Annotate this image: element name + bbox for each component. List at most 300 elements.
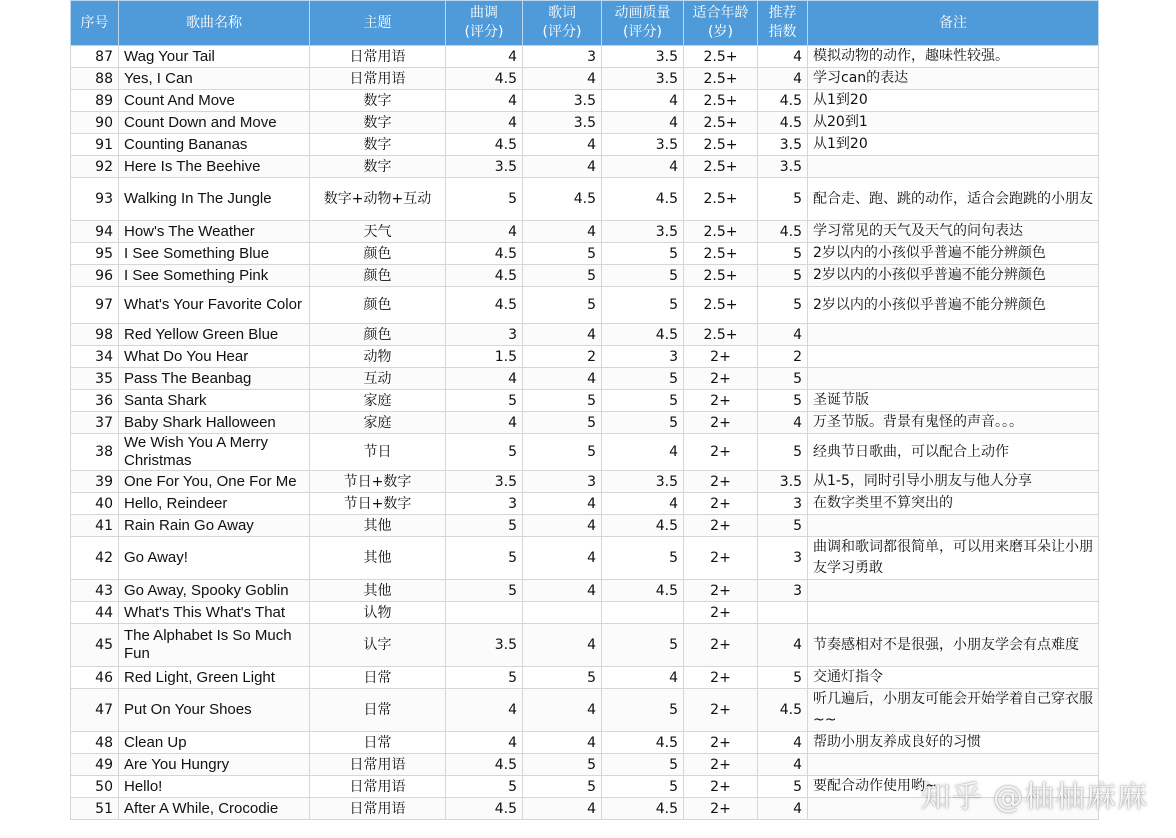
cell-animation-score[interactable]: 4.5 (602, 798, 684, 820)
cell-age[interactable]: 2+ (684, 798, 758, 820)
cell-recommend[interactable]: 5 (758, 178, 808, 221)
cell-recommend[interactable]: 4 (758, 754, 808, 776)
cell-age[interactable]: 2+ (684, 602, 758, 624)
cell-animation-score[interactable]: 5 (602, 776, 684, 798)
cell-song-name[interactable]: Wag Your Tail (119, 46, 310, 68)
cell-age[interactable]: 2+ (684, 754, 758, 776)
cell-song-name[interactable]: Go Away! (119, 537, 310, 580)
cell-lyrics-score[interactable]: 5 (523, 754, 602, 776)
cell-note[interactable]: 交通灯指令 (808, 667, 1099, 689)
cell-theme[interactable]: 日常用语 (310, 776, 446, 798)
cell-theme[interactable]: 认字 (310, 624, 446, 667)
table-row (71, 493, 1099, 515)
cell-tune-score[interactable]: 4.5 (446, 265, 523, 287)
cell-song-name[interactable]: One For You, One For Me (119, 471, 310, 493)
cell-note[interactable]: 2岁以内的小孩似乎普遍不能分辨颜色 (808, 243, 1099, 265)
cell-note[interactable] (808, 515, 1099, 537)
cell-tune-score[interactable]: 4 (446, 112, 523, 134)
cell-theme[interactable]: 节日 (310, 434, 446, 471)
cell-song-name[interactable]: Counting Bananas (119, 134, 310, 156)
cell-song-name[interactable]: Rain Rain Go Away (119, 515, 310, 537)
cell-song-name[interactable]: How's The Weather (119, 221, 310, 243)
cell-no[interactable]: 88 (71, 68, 119, 90)
cell-song-name[interactable]: What Do You Hear (119, 346, 310, 368)
table-row (71, 90, 1099, 112)
cell-age[interactable]: 2+ (684, 434, 758, 471)
cell-song-name[interactable]: Put On Your Shoes (119, 689, 310, 732)
cell-tune-score[interactable]: 4.5 (446, 754, 523, 776)
cell-song-name[interactable]: Red Yellow Green Blue (119, 324, 310, 346)
cell-age[interactable]: 2.5+ (684, 265, 758, 287)
cell-age[interactable]: 2+ (684, 667, 758, 689)
cell-recommend[interactable]: 4 (758, 324, 808, 346)
cell-age[interactable]: 2+ (684, 412, 758, 434)
cell-recommend[interactable]: 5 (758, 667, 808, 689)
cell-age[interactable]: 2.5+ (684, 156, 758, 178)
cell-recommend[interactable]: 4 (758, 412, 808, 434)
table-row (71, 221, 1099, 243)
cell-no[interactable]: 87 (71, 46, 119, 68)
cell-lyrics-score[interactable]: 2 (523, 346, 602, 368)
cell-age[interactable]: 2+ (684, 537, 758, 580)
cell-recommend[interactable]: 4.5 (758, 221, 808, 243)
cell-lyrics-score[interactable]: 3.5 (523, 90, 602, 112)
cell-tune-score[interactable]: 5 (446, 580, 523, 602)
cell-no[interactable]: 41 (71, 515, 119, 537)
cell-age[interactable]: 2.5+ (684, 134, 758, 156)
table-row (71, 68, 1099, 90)
table-row (71, 112, 1099, 134)
cell-lyrics-score[interactable]: 4 (523, 221, 602, 243)
cell-tune-score[interactable]: 4.5 (446, 243, 523, 265)
cell-tune-score[interactable]: 4 (446, 689, 523, 732)
cell-note[interactable] (808, 368, 1099, 390)
cell-lyrics-score[interactable]: 4 (523, 798, 602, 820)
header-tune-score[interactable]: 曲调 (评分) (446, 1, 523, 46)
cell-song-name[interactable]: Red Light, Green Light (119, 667, 310, 689)
cell-song-name[interactable]: Count And Move (119, 90, 310, 112)
cell-no[interactable]: 92 (71, 156, 119, 178)
cell-theme[interactable]: 其他 (310, 515, 446, 537)
cell-note[interactable]: 经典节日歌曲，可以配合上动作 (808, 434, 1099, 471)
table-row (71, 412, 1099, 434)
cell-note[interactable]: 圣诞节版 (808, 390, 1099, 412)
cell-animation-score[interactable]: 5 (602, 287, 684, 324)
cell-note[interactable]: 帮助小朋友养成良好的习惯 (808, 732, 1099, 754)
cell-recommend[interactable]: 4.5 (758, 112, 808, 134)
cell-recommend[interactable]: 5 (758, 776, 808, 798)
cell-age[interactable]: 2+ (684, 732, 758, 754)
cell-animation-score[interactable]: 3.5 (602, 471, 684, 493)
cell-theme[interactable]: 颜色 (310, 287, 446, 324)
cell-age[interactable]: 2+ (684, 346, 758, 368)
cell-age[interactable]: 2.5+ (684, 324, 758, 346)
cell-lyrics-score[interactable]: 4 (523, 134, 602, 156)
cell-no[interactable]: 98 (71, 324, 119, 346)
cell-theme[interactable]: 数字 (310, 134, 446, 156)
cell-tune-score[interactable]: 5 (446, 515, 523, 537)
cell-song-name[interactable]: What's This What's That (119, 602, 310, 624)
cell-theme[interactable]: 互动 (310, 368, 446, 390)
cell-recommend[interactable]: 5 (758, 390, 808, 412)
cell-recommend[interactable]: 3 (758, 537, 808, 580)
cell-animation-score[interactable]: 5 (602, 537, 684, 580)
cell-song-name[interactable]: Hello! (119, 776, 310, 798)
cell-song-name[interactable]: Yes, I Can (119, 68, 310, 90)
cell-no[interactable]: 44 (71, 602, 119, 624)
cell-tune-score[interactable]: 4 (446, 368, 523, 390)
cell-recommend[interactable]: 3.5 (758, 134, 808, 156)
cell-note[interactable]: 2岁以内的小孩似乎普遍不能分辨颜色 (808, 287, 1099, 324)
cell-lyrics-score[interactable]: 4 (523, 624, 602, 667)
table-row (71, 178, 1099, 221)
cell-no[interactable]: 34 (71, 346, 119, 368)
cell-animation-score[interactable]: 5 (602, 390, 684, 412)
cell-age[interactable]: 2.5+ (684, 46, 758, 68)
cell-song-name[interactable]: Here Is The Beehive (119, 156, 310, 178)
cell-theme[interactable]: 日常用语 (310, 798, 446, 820)
cell-no[interactable]: 94 (71, 221, 119, 243)
cell-note[interactable]: 学习常见的天气及天气的问句表达 (808, 221, 1099, 243)
cell-theme[interactable]: 数字 (310, 156, 446, 178)
cell-no[interactable]: 43 (71, 580, 119, 602)
cell-tune-score[interactable]: 3.5 (446, 624, 523, 667)
cell-note[interactable] (808, 156, 1099, 178)
cell-theme[interactable]: 其他 (310, 537, 446, 580)
cell-tune-score[interactable]: 4.5 (446, 798, 523, 820)
cell-song-name[interactable]: Pass The Beanbag (119, 368, 310, 390)
cell-tune-score[interactable]: 4.5 (446, 134, 523, 156)
header-row (71, 1, 1099, 46)
cell-tune-score[interactable]: 4 (446, 90, 523, 112)
cell-theme[interactable]: 日常 (310, 689, 446, 732)
cell-no[interactable]: 37 (71, 412, 119, 434)
cell-age[interactable]: 2+ (684, 689, 758, 732)
cell-no[interactable]: 91 (71, 134, 119, 156)
cell-song-name[interactable]: I See Something Blue (119, 243, 310, 265)
cell-note[interactable] (808, 602, 1099, 624)
cell-theme[interactable]: 数字 (310, 90, 446, 112)
table-row (71, 156, 1099, 178)
cell-note[interactable]: 节奏感相对不是很强，小朋友学会有点难度 (808, 624, 1099, 667)
table-row (71, 368, 1099, 390)
cell-no[interactable]: 47 (71, 689, 119, 732)
cell-theme[interactable]: 日常 (310, 667, 446, 689)
cell-age[interactable]: 2+ (684, 515, 758, 537)
cell-recommend[interactable]: 4 (758, 624, 808, 667)
cell-lyrics-score[interactable]: 3 (523, 46, 602, 68)
cell-lyrics-score[interactable] (523, 602, 602, 624)
cell-tune-score[interactable]: 3.5 (446, 156, 523, 178)
cell-animation-score[interactable]: 5 (602, 368, 684, 390)
cell-song-name[interactable]: Walking In The Jungle (119, 178, 310, 221)
cell-tune-score[interactable]: 4 (446, 221, 523, 243)
table-row (71, 346, 1099, 368)
cell-recommend[interactable]: 4 (758, 798, 808, 820)
cell-note[interactable] (808, 324, 1099, 346)
cell-note[interactable]: 从20到1 (808, 112, 1099, 134)
cell-note[interactable]: 2岁以内的小孩似乎普遍不能分辨颜色 (808, 265, 1099, 287)
cell-no[interactable]: 35 (71, 368, 119, 390)
header-note[interactable]: 备注 (808, 1, 1099, 46)
cell-recommend[interactable]: 4.5 (758, 689, 808, 732)
cell-no[interactable]: 38 (71, 434, 119, 471)
cell-animation-score[interactable]: 4.5 (602, 324, 684, 346)
cell-no[interactable]: 51 (71, 798, 119, 820)
cell-animation-score[interactable]: 4 (602, 90, 684, 112)
cell-age[interactable]: 2.5+ (684, 90, 758, 112)
cell-theme[interactable]: 节日+数字 (310, 471, 446, 493)
cell-tune-score[interactable]: 5 (446, 178, 523, 221)
table-row (71, 471, 1099, 493)
cell-lyrics-score[interactable]: 5 (523, 390, 602, 412)
cell-lyrics-score[interactable]: 3.5 (523, 112, 602, 134)
cell-tune-score[interactable]: 1.5 (446, 346, 523, 368)
cell-note[interactable] (808, 580, 1099, 602)
cell-age[interactable]: 2.5+ (684, 178, 758, 221)
cell-note[interactable]: 万圣节版。背景有鬼怪的声音。。。 (808, 412, 1099, 434)
cell-song-name[interactable]: I See Something Pink (119, 265, 310, 287)
cell-animation-score[interactable]: 4.5 (602, 515, 684, 537)
cell-no[interactable]: 42 (71, 537, 119, 580)
table-row (71, 624, 1099, 667)
cell-lyrics-score[interactable]: 5 (523, 434, 602, 471)
cell-no[interactable]: 90 (71, 112, 119, 134)
cell-age[interactable]: 2+ (684, 776, 758, 798)
cell-tune-score[interactable]: 5 (446, 537, 523, 580)
cell-animation-score[interactable]: 4 (602, 156, 684, 178)
cell-theme[interactable]: 节日+数字 (310, 493, 446, 515)
table-row (71, 537, 1099, 580)
table-row (71, 390, 1099, 412)
cell-lyrics-score[interactable]: 4 (523, 156, 602, 178)
header-age[interactable]: 适合年龄 (岁) (684, 1, 758, 46)
cell-animation-score[interactable]: 5 (602, 754, 684, 776)
cell-tune-score[interactable]: 3 (446, 324, 523, 346)
cell-animation-score[interactable]: 4 (602, 667, 684, 689)
cell-lyrics-score[interactable]: 4 (523, 580, 602, 602)
watermark-text: 知乎 @柚柚麻麻 (920, 780, 1148, 815)
cell-age[interactable]: 2+ (684, 624, 758, 667)
cell-animation-score[interactable]: 5 (602, 689, 684, 732)
cell-lyrics-score[interactable]: 4 (523, 68, 602, 90)
cell-animation-score[interactable]: 5 (602, 624, 684, 667)
cell-no[interactable]: 97 (71, 287, 119, 324)
cell-recommend[interactable]: 5 (758, 287, 808, 324)
cell-animation-score[interactable]: 5 (602, 265, 684, 287)
cell-no[interactable]: 49 (71, 754, 119, 776)
cell-recommend[interactable] (758, 602, 808, 624)
cell-theme[interactable]: 数字+动物+互动 (310, 178, 446, 221)
header-song-name[interactable]: 歌曲名称 (119, 1, 310, 46)
cell-note[interactable]: 听几遍后，小朋友可能会开始学着自己穿衣服~~ (808, 689, 1099, 732)
cell-note[interactable]: 学习can的表达 (808, 68, 1099, 90)
cell-tune-score[interactable]: 5 (446, 390, 523, 412)
cell-lyrics-score[interactable]: 4 (523, 732, 602, 754)
cell-lyrics-score[interactable]: 5 (523, 287, 602, 324)
cell-recommend[interactable]: 5 (758, 265, 808, 287)
cell-age[interactable]: 2.5+ (684, 287, 758, 324)
cell-animation-score[interactable]: 3.5 (602, 134, 684, 156)
cell-tune-score[interactable]: 5 (446, 776, 523, 798)
cell-tune-score[interactable]: 4 (446, 46, 523, 68)
cell-animation-score[interactable]: 4.5 (602, 178, 684, 221)
cell-lyrics-score[interactable]: 3 (523, 471, 602, 493)
cell-tune-score[interactable]: 4 (446, 412, 523, 434)
cell-lyrics-score[interactable]: 4 (523, 537, 602, 580)
cell-no[interactable]: 36 (71, 390, 119, 412)
cell-tune-score[interactable]: 4.5 (446, 287, 523, 324)
cell-song-name[interactable]: Count Down and Move (119, 112, 310, 134)
cell-animation-score[interactable] (602, 602, 684, 624)
cell-theme[interactable]: 颜色 (310, 243, 446, 265)
cell-song-name[interactable]: Baby Shark Halloween (119, 412, 310, 434)
cell-recommend[interactable]: 4 (758, 68, 808, 90)
cell-lyrics-score[interactable]: 5 (523, 776, 602, 798)
cell-lyrics-score[interactable]: 5 (523, 243, 602, 265)
cell-recommend[interactable]: 2 (758, 346, 808, 368)
cell-no[interactable]: 40 (71, 493, 119, 515)
cell-theme[interactable]: 颜色 (310, 265, 446, 287)
cell-age[interactable]: 2+ (684, 493, 758, 515)
cell-lyrics-score[interactable]: 5 (523, 412, 602, 434)
cell-note[interactable]: 从1-5，同时引导小朋友与他人分享 (808, 471, 1099, 493)
table-row (71, 287, 1099, 324)
cell-song-name[interactable]: Are You Hungry (119, 754, 310, 776)
cell-no[interactable]: 93 (71, 178, 119, 221)
cell-theme[interactable]: 数字 (310, 112, 446, 134)
cell-lyrics-score[interactable]: 5 (523, 667, 602, 689)
cell-no[interactable]: 50 (71, 776, 119, 798)
cell-theme[interactable]: 其他 (310, 580, 446, 602)
cell-tune-score[interactable]: 5 (446, 667, 523, 689)
cell-recommend[interactable]: 3.5 (758, 471, 808, 493)
cell-recommend[interactable]: 5 (758, 515, 808, 537)
cell-recommend[interactable]: 5 (758, 434, 808, 471)
cell-song-name[interactable]: Clean Up (119, 732, 310, 754)
cell-song-name[interactable]: We Wish You A Merry Christmas (119, 434, 310, 471)
cell-lyrics-score[interactable]: 4.5 (523, 178, 602, 221)
cell-age[interactable]: 2+ (684, 471, 758, 493)
cell-no[interactable]: 89 (71, 90, 119, 112)
cell-no[interactable]: 95 (71, 243, 119, 265)
cell-theme[interactable]: 颜色 (310, 324, 446, 346)
cell-no[interactable]: 45 (71, 624, 119, 667)
cell-animation-score[interactable]: 3 (602, 346, 684, 368)
header-animation-score[interactable]: 动画质量 (评分) (602, 1, 684, 46)
cell-song-name[interactable]: Hello, Reindeer (119, 493, 310, 515)
cell-theme[interactable]: 动物 (310, 346, 446, 368)
cell-theme[interactable]: 认物 (310, 602, 446, 624)
header-theme[interactable]: 主题 (310, 1, 446, 46)
cell-tune-score[interactable]: 3.5 (446, 471, 523, 493)
cell-no[interactable]: 39 (71, 471, 119, 493)
cell-song-name[interactable]: The Alphabet Is So Much Fun (119, 624, 310, 667)
cell-age[interactable]: 2+ (684, 580, 758, 602)
cell-recommend[interactable]: 3 (758, 580, 808, 602)
cell-no[interactable]: 96 (71, 265, 119, 287)
cell-note[interactable]: 要配合动作使用哟~ (808, 776, 1099, 798)
cell-note[interactable] (808, 346, 1099, 368)
cell-theme[interactable]: 家庭 (310, 412, 446, 434)
cell-note[interactable]: 模拟动物的动作，趣味性较强。 (808, 46, 1099, 68)
cell-lyrics-score[interactable]: 4 (523, 493, 602, 515)
cell-age[interactable]: 2.5+ (684, 243, 758, 265)
cell-song-name[interactable]: After A While, Crocodie (119, 798, 310, 820)
cell-no[interactable]: 46 (71, 667, 119, 689)
cell-lyrics-score[interactable]: 4 (523, 515, 602, 537)
cell-animation-score[interactable]: 4 (602, 434, 684, 471)
cell-theme[interactable]: 家庭 (310, 390, 446, 412)
table-row (71, 324, 1099, 346)
cell-note[interactable]: 从1到20 (808, 134, 1099, 156)
header-lyrics-score[interactable]: 歌词 (评分) (523, 1, 602, 46)
cell-lyrics-score[interactable]: 4 (523, 324, 602, 346)
header-no[interactable]: 序号 (71, 1, 119, 46)
cell-animation-score[interactable]: 4.5 (602, 580, 684, 602)
cell-lyrics-score[interactable]: 4 (523, 368, 602, 390)
cell-animation-score[interactable]: 5 (602, 243, 684, 265)
cell-tune-score[interactable]: 4.5 (446, 68, 523, 90)
cell-song-name[interactable]: Santa Shark (119, 390, 310, 412)
table-row (71, 46, 1099, 68)
cell-lyrics-score[interactable]: 4 (523, 689, 602, 732)
cell-note[interactable]: 在数字类里不算突出的 (808, 493, 1099, 515)
cell-theme[interactable]: 日常用语 (310, 46, 446, 68)
cell-animation-score[interactable]: 3.5 (602, 46, 684, 68)
cell-no[interactable]: 48 (71, 732, 119, 754)
cell-recommend[interactable]: 3 (758, 493, 808, 515)
cell-animation-score[interactable]: 4 (602, 112, 684, 134)
cell-age[interactable]: 2.5+ (684, 68, 758, 90)
cell-theme[interactable]: 日常用语 (310, 754, 446, 776)
cell-animation-score[interactable]: 3.5 (602, 68, 684, 90)
cell-tune-score[interactable]: 5 (446, 434, 523, 471)
cell-tune-score[interactable]: 4 (446, 732, 523, 754)
cell-age[interactable]: 2.5+ (684, 112, 758, 134)
header-recommend[interactable]: 推荐 指数 (758, 1, 808, 46)
table-row (71, 243, 1099, 265)
cell-recommend[interactable]: 5 (758, 243, 808, 265)
cell-recommend[interactable]: 4 (758, 46, 808, 68)
cell-recommend[interactable]: 4.5 (758, 90, 808, 112)
cell-recommend[interactable]: 4 (758, 732, 808, 754)
cell-age[interactable]: 2+ (684, 390, 758, 412)
cell-note[interactable]: 曲调和歌词都很简单，可以用来磨耳朵让小朋友学习勇敢 (808, 537, 1099, 580)
cell-song-name[interactable]: Go Away, Spooky Goblin (119, 580, 310, 602)
cell-animation-score[interactable]: 4 (602, 493, 684, 515)
cell-age[interactable]: 2.5+ (684, 221, 758, 243)
cell-theme[interactable]: 日常 (310, 732, 446, 754)
cell-animation-score[interactable]: 3.5 (602, 221, 684, 243)
cell-lyrics-score[interactable]: 5 (523, 265, 602, 287)
cell-tune-score[interactable]: 3 (446, 493, 523, 515)
cell-theme[interactable]: 天气 (310, 221, 446, 243)
cell-recommend[interactable]: 3.5 (758, 156, 808, 178)
cell-animation-score[interactable]: 4.5 (602, 732, 684, 754)
cell-age[interactable]: 2+ (684, 368, 758, 390)
cell-recommend[interactable]: 5 (758, 368, 808, 390)
cell-animation-score[interactable]: 5 (602, 412, 684, 434)
cell-note[interactable]: 配合走、跑、跳的动作，适合会跑跳的小朋友 (808, 178, 1099, 221)
cell-note[interactable]: 从1到20 (808, 90, 1099, 112)
table-row (71, 515, 1099, 537)
cell-theme[interactable]: 日常用语 (310, 68, 446, 90)
table-row (71, 580, 1099, 602)
table-row (71, 265, 1099, 287)
cell-song-name[interactable]: What's Your Favorite Color (119, 287, 310, 324)
cell-tune-score[interactable] (446, 602, 523, 624)
